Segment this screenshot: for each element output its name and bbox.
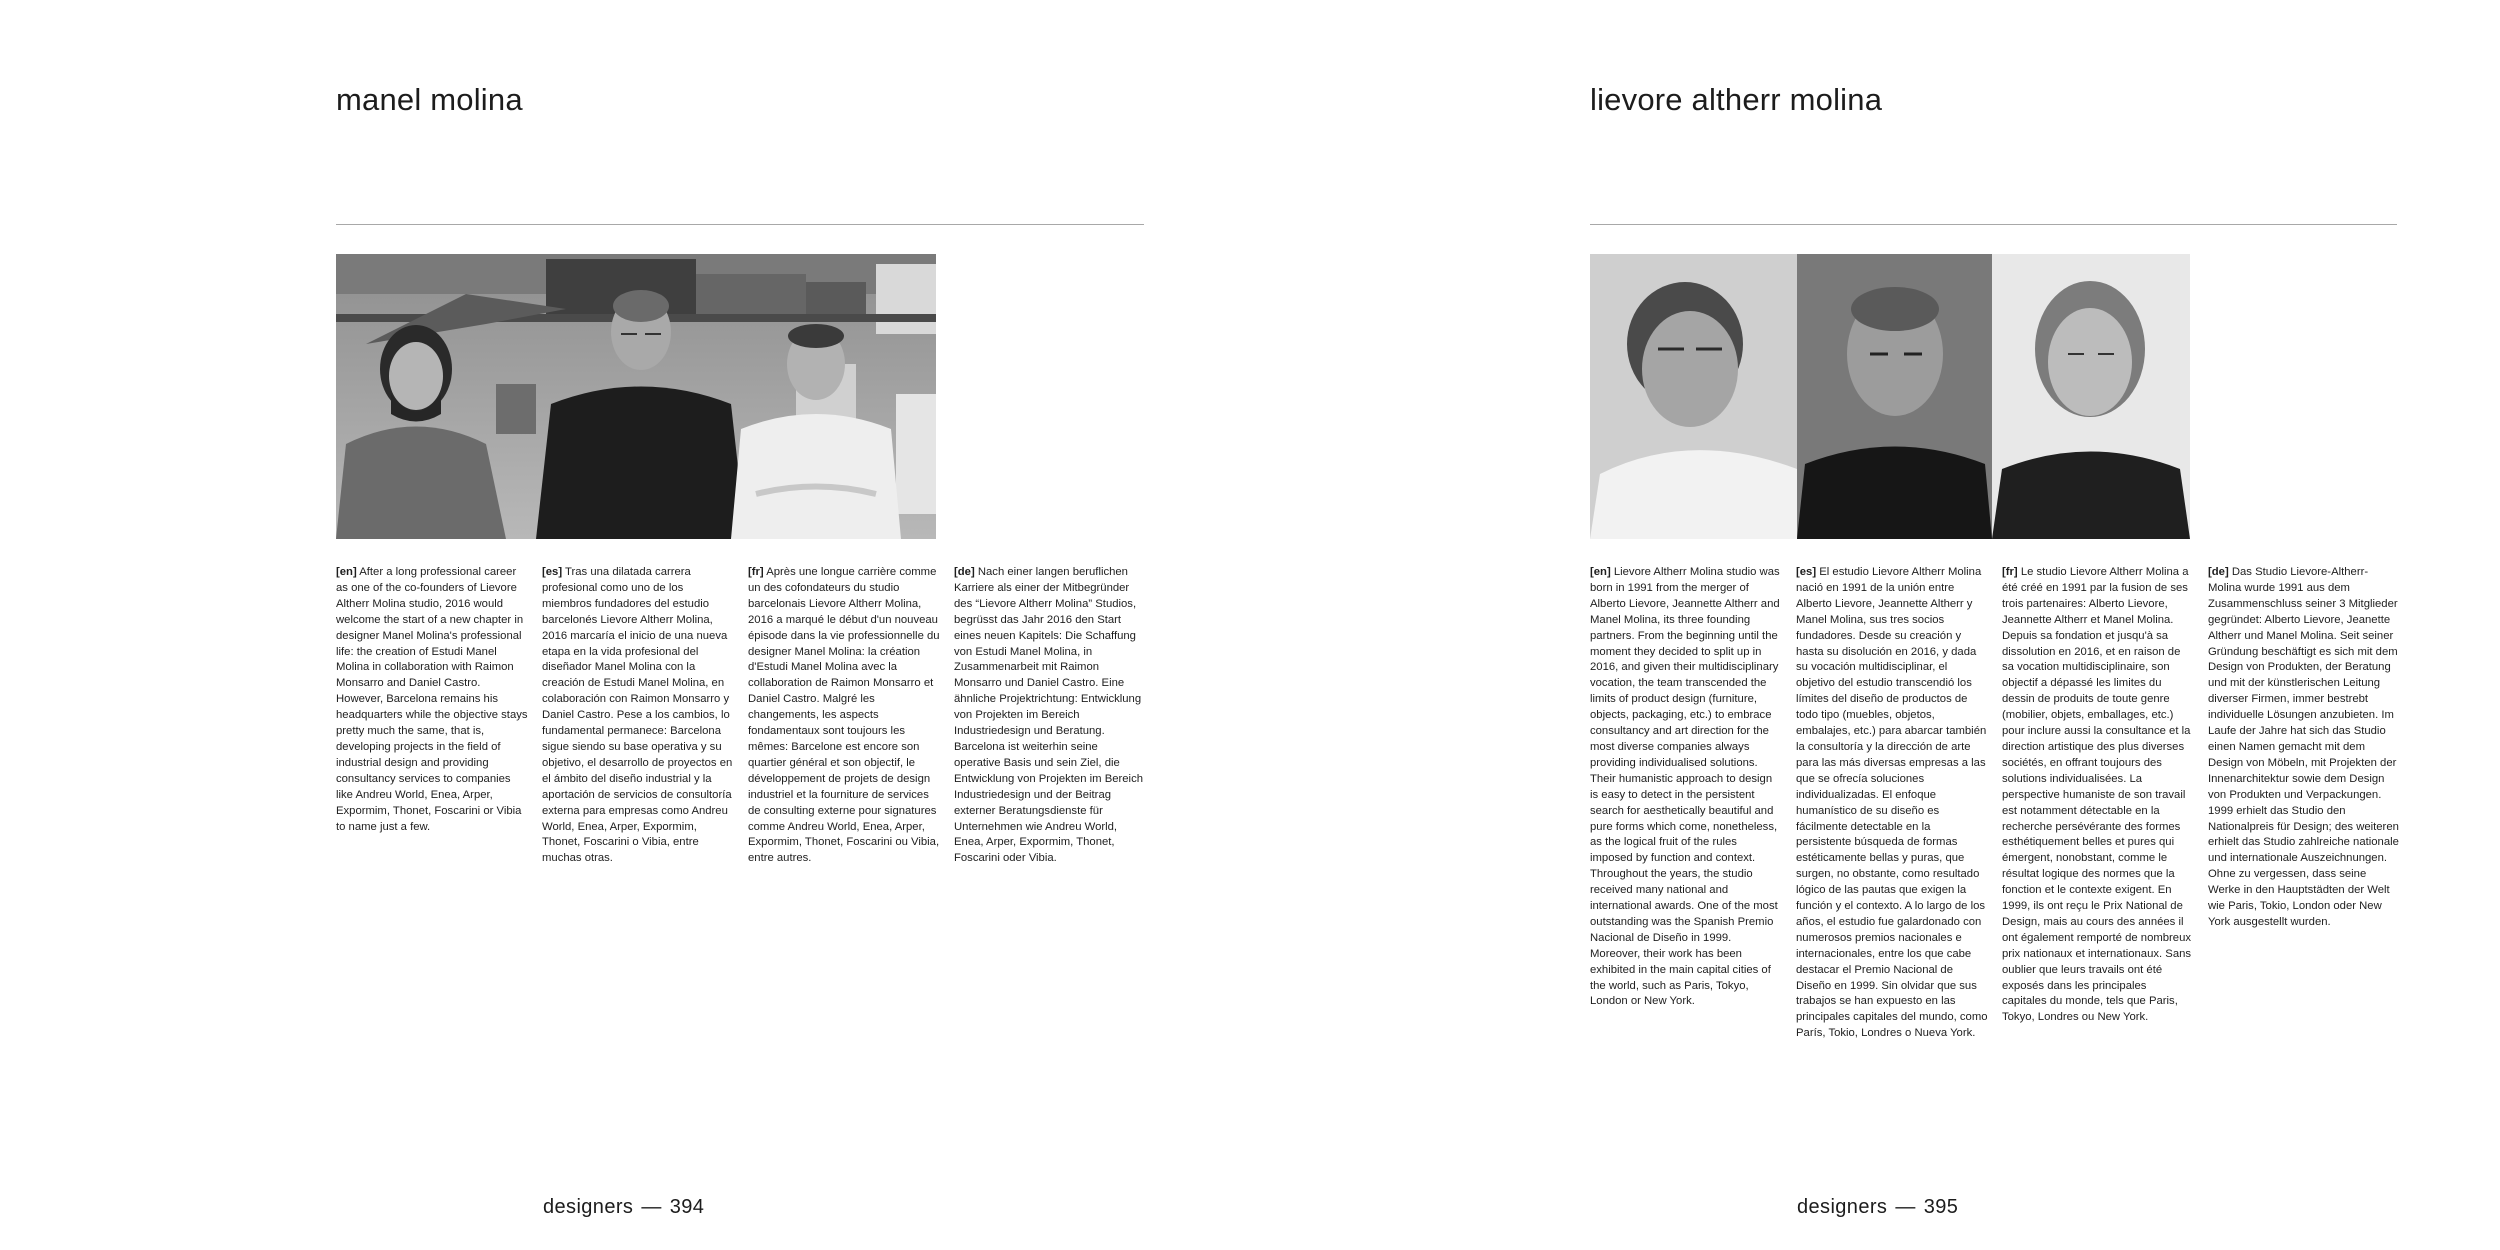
page-title: lievore altherr molina [1590, 82, 1883, 117]
founders-portraits-image [1590, 254, 2190, 539]
group-portrait-photo [336, 254, 936, 539]
folio-separator: — [641, 1196, 662, 1218]
bio-column-en [336, 565, 528, 835]
bio-text: Le studio Lievore Altherr Molina a été créé en 1991 par la fusion de ses trois partenaires: Alberto Lievore, Jeannette Altherr et Manel Molina. Depuis sa fondation et jusqu'à sa dissolution en 2016, et en raison de sa vocation multidisciplinaire, son objectif a dépassé les limites du dessin de produits de toute genre (mobilier, objets, emballages, etc.) pour inclure aussi la consultance et la direction artistique des plus diverses sociétés, en offrant toujours des solutions individualisées. La perspective humaniste de son travail est notamment détectable en la recherche persévérante des formes esthétiquement belles et pures qui émergent, nonobstant, comme le résultat logique des normes que la fonction et le contexte exigent. En 1999, ils ont reçu le Prix National de Design, mais au cours des années il ont également remporté de nombreux prix nationaux et internationaux. Sans oublier que leurs travails ont été exposés dans les principales capitales du monde, tels que Paris, Tokyo, Londres ou New York. [2002, 566, 2192, 1024]
bio-text: Tras una dilatada carrera profesional como uno de los miembros fundadores del estudio barcelonés Lievore Altherr Molina, 2016 marcaría el inicio de una nueva etapa en la vida profesional del diseñador Manel Molina con la creación de Estudi Manel Molina, en colaboración con Raimon Monsarro y Daniel Castro. Pese a los cambios, lo fundamental permanece: Barcelona sigue siendo su base operativa y su objetivo, el desarrollo de proyectos en el ámbito del diseño industrial y la aportación de servicios de consultoría externa para empresas como Andreu World, Enea, Arper, Expormim, Thonet, Foscarini o Vibia, entre muchas otras. [542, 566, 733, 865]
language-tag: [es] [1796, 566, 1817, 578]
bio-text: Nach einer langen beruflichen Karriere als einer der Mitbegründer des “Lievore Altherr Molina” Studios, begrüsst das Jahr 2016 den Start eines neuen Kapitels: Die Schaffung von Estudi Manel Molina, in Zusammenarbeit mit Raimon Monsarro und Daniel Castro. Eine ähnliche Projektrichtung: Entwicklung von Projekten im Bereich Industriedesign und Beratung. Barcelona ist weiterhin seine operative Basis und sein Ziel, die Entwicklung von Projekten im Bereich Industriedesign und der Beitrag externer Beratungsdienste für Unternehmen wie Andreu World, Enea, Arper, Expormim, Thonet, Foscarini oder Vibia. [954, 566, 1143, 865]
page-title: manel molina [336, 82, 523, 117]
founders-portraits-photo [1590, 254, 2190, 539]
folio-separator: — [1895, 1196, 1916, 1218]
language-tag: [de] [954, 566, 975, 578]
group-portrait-image [336, 254, 936, 539]
language-tag: [fr] [2002, 566, 2018, 578]
bio-text: Lievore Altherr Molina studio was born in 1991 from the merger of Alberto Lievore, Jeannette Altherr and Manel Molina, its three founding partners. From the beginning until the moment they decided to split up in 2016, and given their multidisciplinary vocation, the team transcended the limits of product design (furniture, objects, packaging, etc.) to embrace consultancy and art direction for the most diverse companies always providing individualised solutions. Their humanistic approach to design is easy to detect in the persistent search for aesthetically beautiful and pure forms which come, nonetheless, as the logical fruit of the rules imposed by function and context. Throughout the years, the studio received many national and international awards. One of the most outstanding was the Spanish Premio Nacional de Diseño in 1999. Moreover, their work has been exhibited in the main capital cities of the world, such as Paris, Tokyo, London or New York. [1590, 566, 1780, 1008]
page-folio [543, 1196, 704, 1219]
folio-section: designers [1797, 1196, 1888, 1218]
right-page [1250, 0, 2500, 1250]
bio-column-en [1590, 565, 1782, 1010]
language-tag: [en] [1590, 566, 1611, 578]
language-tag: [es] [542, 566, 563, 578]
folio-section: designers [543, 1196, 634, 1218]
bio-column-de [2208, 565, 2400, 931]
bio-text: Das Studio Lievore-Altherr-Molina wurde 1991 aus dem Zusammenschluss seiner 3 Mitglieder gegründet: Alberto Lievore, Jeanette Altherr und Manel Molina. Seit seiner Gründung beschäftigt es sich mit dem Design von Produkten, der Beratung und mit der künstlerischen Leitung diverser Firmen, immer bestrebt individuelle Lösungen anzubieten. Im Laufe der Jahre hat sich das Studio einen Namen gemacht mit dem Design von Möbeln, mit Projekten der Innenarchitektur sowie dem Design von Produkten und Verpackungen. 1999 erhielt das Studio den Nationalpreis für Design; des weiteren erhielt das Studio zahlreiche nationale und internationale Auszeichnungen. Ohne zu vergessen, dass seine Werke in den Hauptstädten der Welt wie Paris, Tokio, London oder New York ausgestellt wurden. [2208, 566, 2399, 928]
title-divider [336, 224, 1144, 225]
language-tag: [de] [2208, 566, 2229, 578]
bio-column-fr [2002, 565, 2194, 1026]
bio-text: After a long professional career as one of the co-founders of Lievore Altherr Molina studio, 2016 would welcome the start of a new chapter in designer Manel Molina's professional life: the creation of Estudi Manel Molina in collaboration with Raimon Monsarro and Daniel Castro. However, Barcelona remains his headquarters while the objective stays pretty much the same, that is, developing projects in the field of industrial design and providing consultancy services to companies like Andreu World, Enea, Arper, Expormim, Thonet, Foscarini or Vibia to name just a few. [336, 566, 528, 833]
language-tag: [fr] [748, 566, 764, 578]
language-tag: [en] [336, 566, 357, 578]
bio-column-fr [748, 565, 940, 867]
bio-text: El estudio Lievore Altherr Molina nació en 1991 de la unión entre Alberto Lievore, Jeannette Altherr y Manel Molina, sus tres socios fundadores. Desde su creación y hasta su disolución en 2016, y dada su vocación multidisciplinar, el objetivo del estudio transcendió los límites del diseño de productos de todo tipo (muebles, objetos, embalajes, etc.) para abarcar también la consultoría y la dirección de arte para las más diversas empresas a las que se ofrecía soluciones individualizadas. El enfoque humanístico de su diseño es fácilmente detectable en la persistente búsqueda de formas estéticamente bellas y puras, que surgen, no obstante, como resultado lógico de las pautas que exigen la función y el contexto. A lo largo de los años, el estudio fue galardonado con numerosos premios nacionales e internacionales, entre los que cabe destacar el Premio Nacional de Diseño en 1999. Sin olvidar que sus trabajos se han expuesto en las principales capitales del mundo, como París, Tokio, Londres o Nueva York. [1796, 566, 1988, 1040]
bio-column-es [1796, 565, 1988, 1042]
page-folio [1797, 1196, 1958, 1219]
bio-text: Après une longue carrière comme un des cofondateurs du studio barcelonais Lievore Altherr Molina, 2016 a marqué le début d'un nouveau épisode dans la vie professionnelle du designer Manel Molina: la création d'Estudi Manel Molina avec la collaboration de Raimon Monsarro et Daniel Castro. Malgré les changements, les aspects fondamentaux sont toujours les mêmes: Barcelone est encore son quartier général et son objectif, le développement de projets de design industriel et la fourniture de services de consulting externe pour signatures comme Andreu World, Enea, Arper, Expormim, Thonet, Foscarini ou Vibia, entre autres. [748, 566, 940, 865]
folio-page-number: 394 [669, 1196, 705, 1218]
bio-column-es [542, 565, 734, 867]
folio-page-number: 395 [1923, 1196, 1959, 1218]
bio-column-de [954, 565, 1146, 867]
title-divider [1590, 224, 2397, 225]
